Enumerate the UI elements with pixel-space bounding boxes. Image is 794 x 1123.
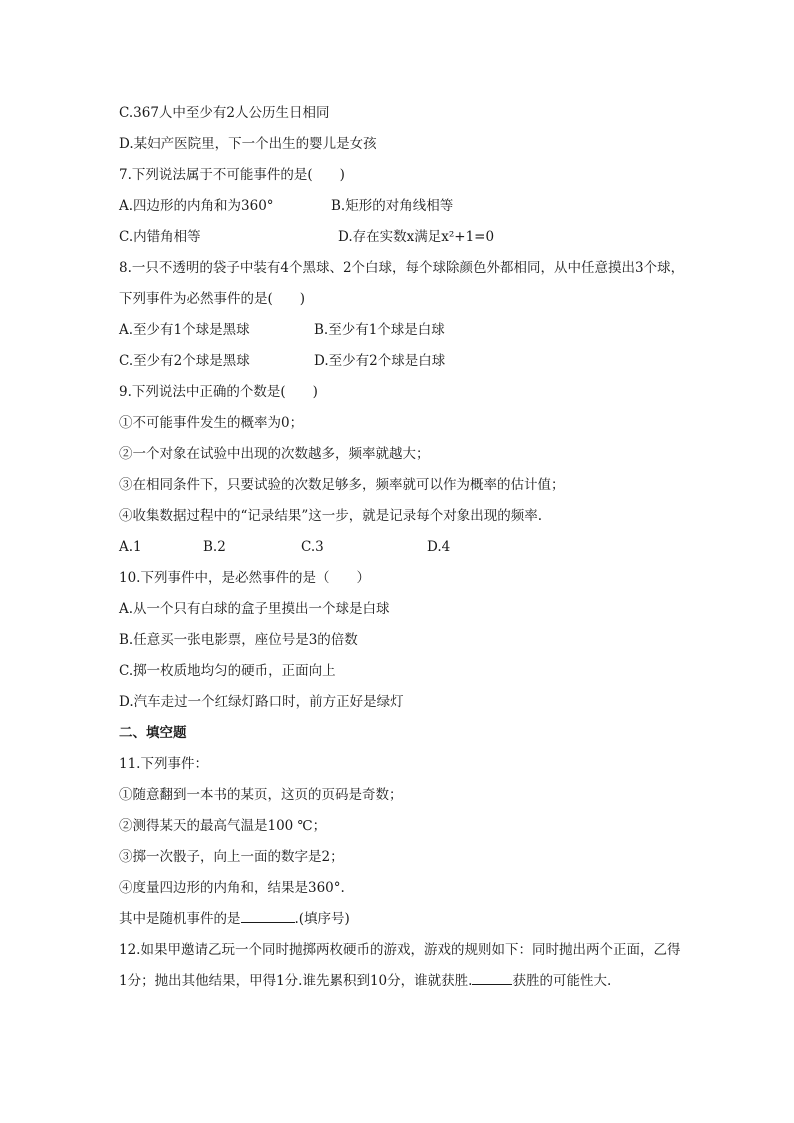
q8-option-d: D.至少有2个球是白球 — [314, 353, 446, 369]
q7-stem — [119, 160, 699, 191]
q8-option-a: A.至少有1个球是黑球 — [119, 322, 250, 338]
q9-statement-3-text: ③在相同条件下，只要试验的次数足够多，频率就可以作为概率的估计值； — [119, 477, 565, 493]
q11-event-4 — [119, 873, 699, 904]
q11-event-3 — [119, 842, 699, 873]
q6-option-d — [119, 129, 699, 160]
q10-option-c — [119, 656, 699, 687]
q11-stem — [119, 749, 699, 780]
q11-answer-line — [119, 904, 699, 935]
q12-stem-text-3: 获胜的可能性大. — [512, 973, 612, 989]
q10-option-d-text: D.汽车走过一个红绿灯路口时，前方正好是绿灯 — [119, 694, 404, 710]
q10-option-d — [119, 687, 699, 718]
q8-option-c: C.至少有2个球是黑球 — [119, 353, 250, 369]
q11-answer-suffix: .(填序号) — [294, 911, 350, 927]
q9-statement-1-text: ①不可能事件发生的概率为0； — [119, 415, 304, 431]
q9-option-b: B.2 — [203, 539, 226, 555]
q7-option-b: B.矩形的对角线相等 — [331, 198, 454, 214]
q11-answer-prefix: 其中是随机事件的是 — [119, 911, 241, 927]
q12-answer-blank[interactable] — [472, 970, 512, 985]
q7-option-c: C.内错角相等 — [119, 229, 201, 245]
q9-statement-4 — [119, 501, 699, 532]
q9-stem — [119, 377, 699, 408]
q8-option-b: B.至少有1个球是白球 — [314, 322, 445, 338]
q11-stem-text: 11.下列事件： — [119, 756, 208, 772]
q9-statement-4-text: ④收集数据过程中的“记录结果”这一步，就是记录每个对象出现的频率. — [119, 508, 543, 524]
q9-statement-3 — [119, 470, 699, 501]
q7-option-a: A.四边形的内角和为360° — [119, 198, 274, 214]
q12-stem-text-1: 12.如果甲邀请乙玩一个同时抛掷两枚硬币的游戏，游戏的规则如下：同时抛出两个正面，乙得 — [119, 942, 681, 958]
q6-option-c — [119, 98, 699, 129]
q8-stem-text-1: 8.一只不透明的袋子中装有4个黑球、2个白球，每个球除颜色外都相同，从中任意摸出3个球， — [119, 260, 685, 276]
q9-statement-1 — [119, 408, 699, 439]
section-heading-fill-in — [119, 718, 699, 749]
q8-options-row-1 — [119, 315, 699, 346]
q12-stem-line-2 — [119, 966, 699, 997]
q7-option-d: D.存在实数x满足x²+1=0 — [338, 229, 495, 245]
q10-option-a — [119, 594, 699, 625]
q12-stem-line-1 — [119, 935, 699, 966]
q11-event-2-text: ②测得某天的最高气温是100 ℃； — [119, 818, 327, 834]
q9-option-d: D.4 — [427, 539, 451, 555]
q11-event-3-text: ③掷一次骰子，向上一面的数字是2； — [119, 849, 344, 865]
q9-statement-2-text: ②一个对象在试验中出现的次数越多，频率就越大； — [119, 446, 430, 462]
q10-option-a-text: A.从一个只有白球的盒子里摸出一个球是白球 — [119, 601, 390, 617]
q6-option-d-text: D.某妇产医院里，下一个出生的婴儿是女孩 — [119, 136, 377, 152]
q7-stem-text: 7.下列说法属于不可能事件的是( ) — [119, 167, 345, 183]
q12-stem-text-2: 1分；抛出其他结果，甲得1分.谁先累积到10分，谁就获胜. — [119, 973, 473, 989]
q9-stem-text: 9.下列说法中正确的个数是( ) — [119, 384, 318, 400]
q11-event-1-text: ①随意翻到一本书的某页，这页的页码是奇数； — [119, 787, 403, 803]
q8-stem-line-2 — [119, 284, 699, 315]
q11-answer-blank[interactable] — [241, 908, 295, 923]
q10-option-b — [119, 625, 699, 656]
q6-option-c-text: C.367人中至少有2人公历生日相同 — [119, 105, 330, 121]
section-heading-text: 二、填空题 — [119, 725, 187, 741]
q10-stem — [119, 563, 699, 594]
q8-stem-line-1 — [119, 253, 699, 284]
q11-event-4-text: ④度量四边形的内角和，结果是360°. — [119, 880, 345, 896]
q8-stem-text-2: 下列事件为必然事件的是( ) — [119, 291, 306, 307]
q10-option-c-text: C.掷一枚质地均匀的硬币，正面向上 — [119, 663, 336, 679]
q11-event-1 — [119, 780, 699, 811]
q9-statement-2 — [119, 439, 699, 470]
question-content — [119, 98, 699, 997]
q9-option-a: A.1 — [119, 539, 142, 555]
q8-options-row-2 — [119, 346, 699, 377]
q9-options-row — [119, 532, 699, 563]
q9-option-c: C.3 — [301, 539, 324, 555]
q10-stem-text: 10.下列事件中，是必然事件的是（ ） — [119, 570, 370, 586]
q7-options-row-1 — [119, 191, 699, 222]
q10-option-b-text: B.任意买一张电影票，座位号是3的倍数 — [119, 632, 358, 648]
q7-options-row-2 — [119, 222, 699, 253]
q11-event-2 — [119, 811, 699, 842]
